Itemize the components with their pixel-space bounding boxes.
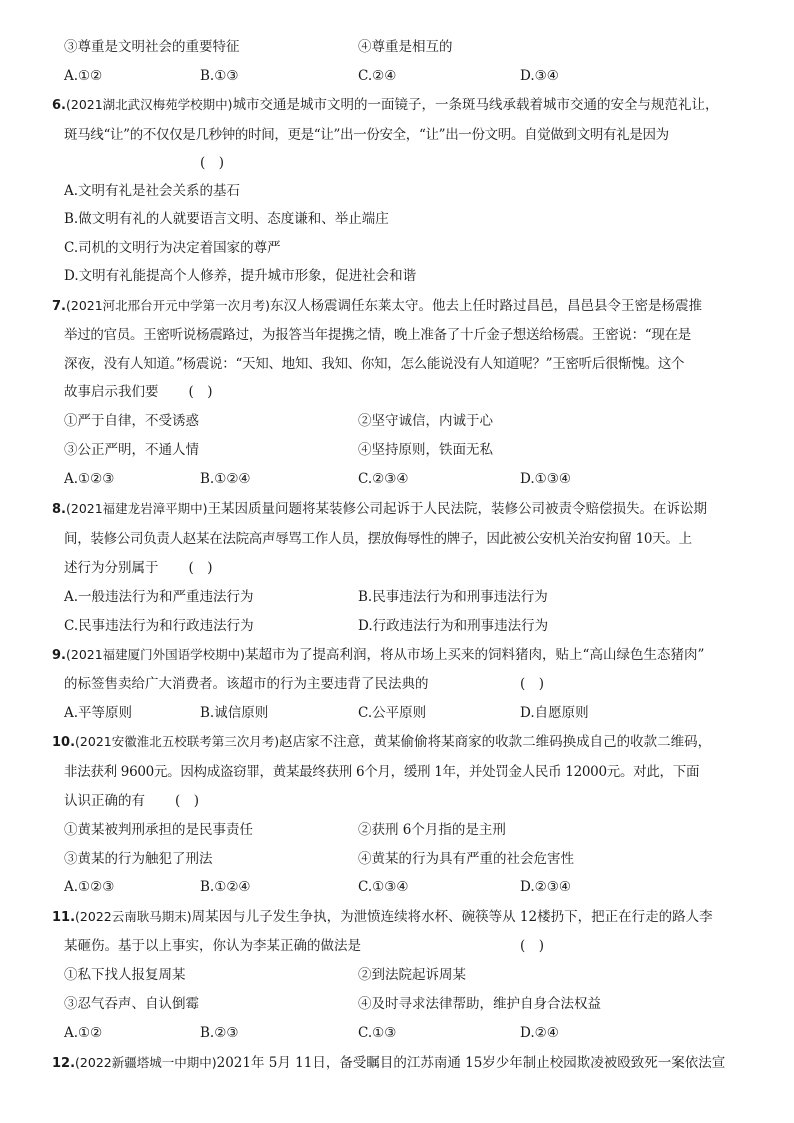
question-7-stem [52, 296, 752, 317]
stem-text [64, 791, 764, 811]
stem-text: 城市交通是城市文明的一面镜子，一条斑马线承载着城市交通的安全与规范礼让， [232, 97, 719, 113]
answer-blank: ( ) [188, 560, 213, 576]
option-b: B.民事违法行为和刑事违法行为 [358, 589, 548, 605]
question-10-stem [52, 732, 752, 753]
option-c: C.公平原则 [358, 705, 427, 721]
question-number: 9. [52, 648, 66, 663]
answer-blank: ( ) [520, 938, 545, 954]
option-c: C.②④ [358, 68, 397, 84]
question-source: (2021福建龙岩漳平期中) [65, 501, 208, 516]
statement-2: ②到法院起诉周某 [358, 967, 466, 983]
option-d: D.行政违法行为和刑事违法行为 [358, 618, 549, 634]
stem-text: 某超市为了提高利润，将从市场上买来的饲料猪肉，贴上“高山绿色生态猪肉” [245, 647, 705, 663]
statement-3: ③公正严明，不通人情 [64, 442, 199, 458]
stem-text: 赵店家不注意，黄某偷偷将某商家的收款二维码换成自己的收款二维码， [279, 734, 712, 750]
stem-text: 的标签售卖给广大消费者。该超市的行为主要违背了民法典的 [64, 676, 429, 692]
statement-1: ①私下找人报复周某 [64, 967, 186, 983]
option-d: D.③④ [520, 68, 559, 84]
stem-text: 周某因与儿子发生争执，为泄愤连续将水杯、碗筷等从 12楼扔下，把正在行走的路人李 [191, 909, 713, 925]
stem-text: 认识正确的有 [64, 793, 145, 809]
answer-blank: ( ) [188, 384, 213, 400]
stem-text: 东汉人杨震调任东莱太守。他去上任时路过昌邑，昌邑县令王密是杨震推 [270, 298, 703, 314]
option-c: C.②③④ [358, 471, 409, 487]
question-source: (2021福建厦门外国语学校期中) [65, 647, 246, 662]
answer-blank: ( ) [175, 793, 200, 809]
option-d: D.①③④ [520, 471, 571, 487]
option-d: D.②④ [520, 1025, 559, 1041]
answer-blank: ( ) [200, 155, 225, 171]
question-number: 8. [52, 502, 66, 517]
option-c: C.司机的文明行为决定着国家的尊严 [64, 240, 281, 256]
question-8-stem [52, 499, 752, 520]
question-number: 11. [52, 910, 76, 925]
stem-text [64, 382, 764, 402]
stem-text: 某砸伤。基于以上事实，你认为李某正确的做法是 [64, 938, 361, 954]
statement-4: ④坚持原则，铁面无私 [358, 442, 493, 458]
question-number: 6. [52, 98, 66, 113]
statement-1: ①严于自律，不受诱惑 [64, 413, 199, 429]
option-b: B.诚信原则 [200, 705, 269, 721]
stem-text: 斑马线“让”的不仅仅是几秒钟的时间，更是“让”出一份安全，“让”出一份文明。自觉做到文明有礼是因为 [64, 127, 669, 143]
option-b: B.做文明有礼的人就要语言文明、态度谦和、举止端庄 [64, 211, 389, 227]
stem-text: 2021年 5月 11日，备受瞩目的江苏南通 15岁少年制止校园欺凌被殴致死一案依法宣 [216, 1055, 726, 1071]
question-source: (2021湖北武汉梅苑学校期中) [65, 97, 233, 112]
question-number: 7. [52, 299, 66, 314]
option-a: A.平等原则 [64, 705, 133, 721]
option-a: A.①② [64, 68, 103, 84]
stem-text: 述行为分别属于 [64, 560, 159, 576]
statement-2: ②获刑 6个月指的是主刑 [358, 822, 506, 838]
question-source: (2022新疆塔城一中期中) [75, 1055, 217, 1070]
option-b: B.①②④ [200, 879, 251, 895]
option-c: C.①③ [358, 1025, 397, 1041]
question-number: 12. [52, 1056, 76, 1071]
question-number: 10. [52, 735, 76, 750]
stem-text: 非法获利 9600元。因构成盗窃罪，黄某最终获刑 6个月，缓刑 1年，并处罚金人民币 12000元。对此，下面 [64, 764, 700, 780]
option-c: C.①③④ [358, 879, 409, 895]
option-b: B.②③ [200, 1025, 239, 1041]
statement-4: ④及时寻求法律帮助，维护自身合法权益 [358, 996, 601, 1012]
question-12-stem [52, 1053, 752, 1074]
question-11-stem [52, 907, 752, 928]
question-source: (2021安徽淮北五校联考第三次月考) [75, 734, 280, 749]
option-a: A.①② [64, 1025, 103, 1041]
question-6-stem [52, 95, 752, 116]
statement-3: ③忍气吞声、自认倒霉 [64, 996, 199, 1012]
stem-text: 故事启示我们要 [64, 384, 159, 400]
stem-text: 王某因质量问题将某装修公司起诉于人民法院，装修公司被责令赔偿损失。在诉讼期 [207, 501, 708, 517]
option-a: A.①②③ [64, 879, 115, 895]
option-d: D.文明有礼能提高个人修养，提升城市形象，促进社会和谐 [64, 268, 417, 284]
stem-text: 举过的官员。王密听说杨震路过，为报答当年提携之情，晚上准备了十斤金子想送给杨震。王密说：“现在是 [64, 327, 692, 343]
stem-text [64, 558, 764, 578]
stem-text: 间，装修公司负责人赵某在法院高声辱骂工作人员，摆放侮辱性的牌子，因此被公安机关治安拘留 10天。上 [64, 531, 692, 547]
option-b: B.①②④ [200, 471, 251, 487]
stem-text: 深夜，没有人知道。”杨震说：“天知、地知、我知、你知，怎么能说没有人知道呢？”王密听后很惭愧。这个 [64, 356, 685, 372]
answer-blank: ( ) [520, 676, 545, 692]
question-source: (2022云南耿马期末) [75, 909, 192, 924]
statement-1: ①黄某被判刑承担的是民事责任 [64, 822, 253, 838]
statement-3: ③尊重是文明社会的重要特征 [64, 39, 240, 55]
statement-4: ④尊重是相互的 [358, 39, 453, 55]
option-c: C.民事违法行为和行政违法行为 [64, 618, 254, 634]
question-9-stem [52, 645, 752, 666]
option-a: A.一般违法行为和严重违法行为 [64, 589, 254, 605]
option-a: A.文明有礼是社会关系的基石 [64, 183, 241, 199]
statement-4: ④黄某的行为具有严重的社会危害性 [358, 851, 574, 867]
option-a: A.①②③ [64, 471, 115, 487]
option-d: D.②③④ [520, 879, 571, 895]
statement-3: ③黄某的行为触犯了刑法 [64, 851, 213, 867]
option-d: D.自愿原则 [520, 705, 589, 721]
option-b: B.①③ [200, 68, 239, 84]
question-source: (2021河北邢台开元中学第一次月考) [65, 298, 271, 313]
statement-2: ②坚守诚信，内诚于心 [358, 413, 493, 429]
